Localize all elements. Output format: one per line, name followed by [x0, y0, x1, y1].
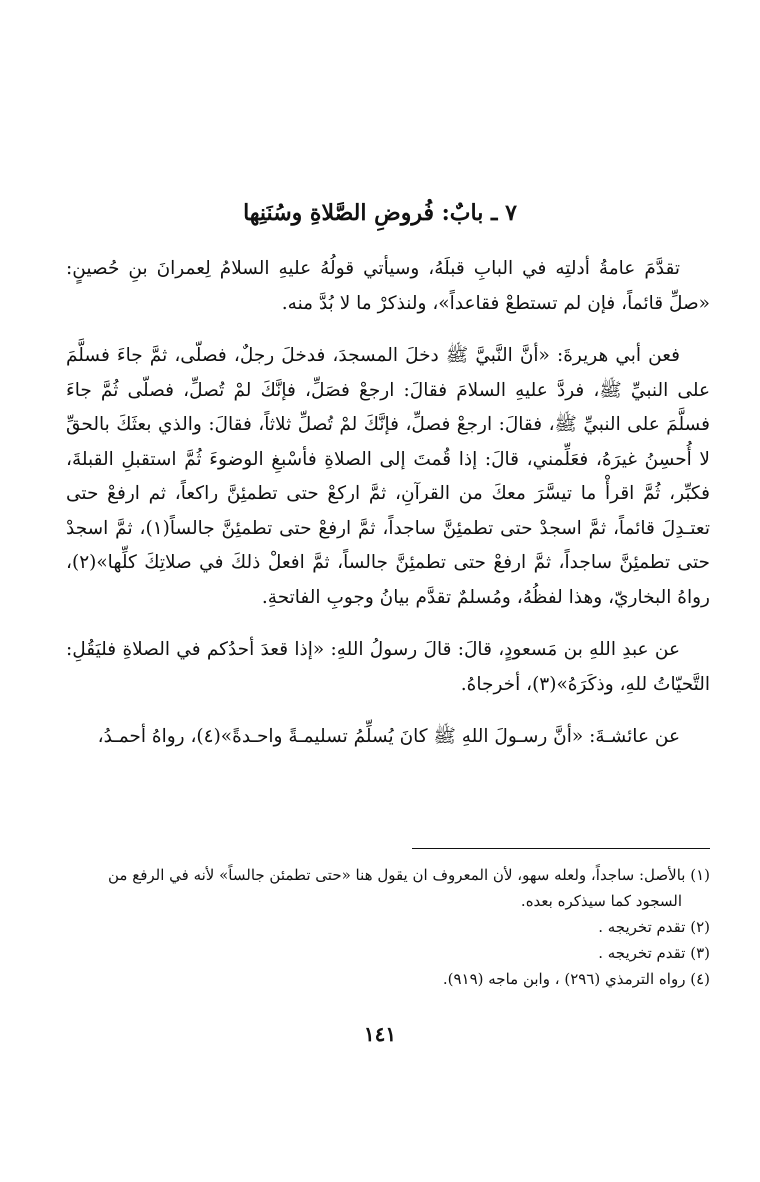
footnote-separator: [412, 848, 710, 849]
footnote-4: (٤) رواه الترمذي (٢٩٦) ، وابن ماجه (٩١٩).: [442, 970, 710, 988]
footnotes: [66, 862, 710, 992]
body-text: [66, 252, 710, 773]
paragraph-intro: تقدَّمَ عامةُ أدلتِه في البابِ قبلَهُ، وسيأتي قولُهُ عليهِ السلامُ لِعمرانَ بنِ حُصينٍ: «صلِّ قائماً، فإن لم تستطعْ فقاعداً»، ولنذكرْ ما لا بُدَّ منه.: [66, 258, 710, 314]
paragraph-ibn-masud-hadith: عن عبدِ اللهِ بن مَسعودٍ، قالَ: قالَ رسولُ اللهِ: «إذا قعدَ أحدُكم في الصلاةِ فليَقُلِ: التَّحيّاتُ للهِ، وذكَرَهُ»(٣)، أخرجاهُ.: [66, 639, 710, 695]
chapter-title: ٧ ـ بابٌ: فُروضِ الصَّلاةِ وسُنَنِها: [243, 200, 517, 226]
page-number: ١٤١: [363, 1022, 397, 1046]
footnote-1: (١) بالأصل: ساجداً، ولعله سهو، لأن المعروف ان يقول هنا «حتى تطمئن جالساً» لأنه في الرفع من السجود كما سيذكره بعده.: [107, 866, 710, 910]
footnote-2: (٢) تقدم تخريجه .: [598, 918, 710, 936]
paragraph-abu-hurayra-hadith: فعن أبي هريرةَ: «أنَّ النَّبيَّ ﷺ دخلَ المسجدَ، فدخلَ رجلٌ، فصلّى، ثمَّ جاءَ فسلَّمَ على النبيِّ ﷺ، فردَّ عليهِ السلامَ فقالَ: ارجعْ فصَلِّ، فإنَّكَ لمْ تُصلِّ، فصلّى ثُمَّ جاءَ فسلَّمَ على النبيِّ ﷺ، فقالَ: ارجعْ فصلِّ، فإنَّكَ لمْ تُصلِّ ثلاثاً، فقالَ: والذي بعثَكَ بالحقِّ لا أُحسِنُ غيرَهُ، فعَلِّمني، قالَ: إذا قُمتَ إلى الصلاةِ فأسْبغِ الوضوءَ ثُمَّ استقبلِ القبلةَ، فكبِّر، ثُمَّ اقرأْ ما تيسَّرَ معكَ من القرآنِ، ثمَّ اركعْ حتى تطمئِنَّ راكعاً، ثم ارفعْ حتى تعتـدِلَ قائماً، ثمَّ اسجدْ حتى تطمئِنَّ ساجداً، ثمَّ ارفعْ حتى تطمئِنَّ جالساً(١)، ثمَّ اسجدْ حتى تطمئِنَّ ساجداً، ثمَّ ارفعْ حتى تطمئِنَّ جالساً، ثمَّ افعلْ ذلكَ في صلاتِكَ كلِّها»(٢)، رواهُ البخاريّ، وهذا لفظُهُ، ومُسلمٌ تقدَّم بيانُ وجوبِ الفاتحةِ.: [66, 345, 710, 608]
footnote-3: (٣) تقدم تخريجه .: [598, 944, 710, 962]
paragraph-aisha-hadith: عن عائشـةَ: «أنَّ رسـولَ اللهِ ﷺ كانَ يُسلِّمُ تسليمـةً واحـدةً»(٤)، رواهُ أحمـدُ،: [97, 726, 680, 747]
